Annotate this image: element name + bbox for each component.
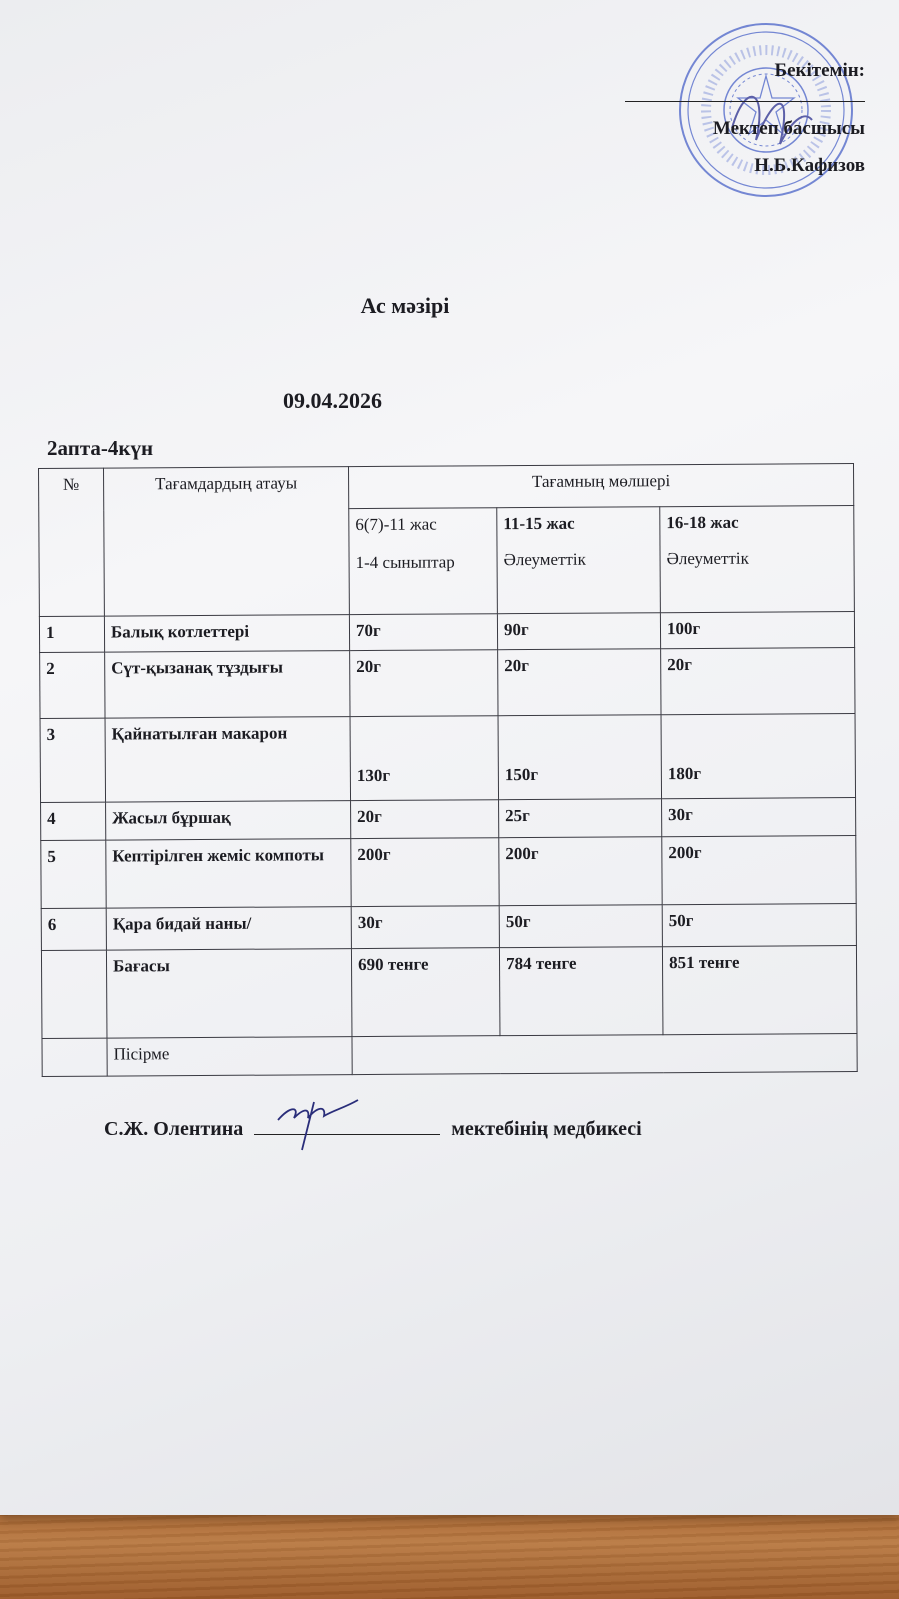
menu-date: 09.04.2026 [283, 388, 382, 413]
baking-number-cell [42, 1038, 107, 1076]
row-value-group3: 200г [662, 836, 856, 905]
row-value-group1: 20г [351, 800, 499, 839]
nurse-signature-block [104, 1118, 642, 1141]
group-note: 1-4 сыныптар [355, 552, 455, 573]
approval-heading: Бекітемін: [774, 60, 865, 81]
row-value-group2: 90г [497, 613, 660, 650]
row-value-group2: 25г [499, 799, 662, 838]
group-cell [497, 507, 661, 614]
row-number: 4 [41, 802, 106, 840]
row-value-group3: 30г [662, 798, 856, 837]
price-group3: 851 тенге [662, 946, 857, 1035]
row-dish: Жасыл бұршақ [106, 801, 351, 840]
signature-line [625, 101, 865, 102]
approval-name: Н.Б.Кафизов [754, 155, 865, 176]
header-amount: Тағамның мөлшері [348, 464, 853, 509]
nurse-signature-line [254, 1118, 440, 1135]
menu-table [38, 463, 858, 1077]
handwritten-signature-icon [274, 1092, 364, 1152]
row-value-group3: 100г [660, 612, 854, 649]
week-day-label: 2апта-4күн [47, 436, 154, 460]
row-number: 5 [41, 840, 106, 908]
group-age: 11-15 жас [503, 513, 575, 534]
row-number: 1 [39, 616, 104, 652]
row-value-group3: 50г [662, 904, 856, 947]
row-value-group3: 180г [661, 714, 856, 799]
row-dish: Сүт-қызанақ тұздығы [105, 651, 350, 718]
row-value-group1: 200г [351, 838, 499, 907]
row-dish: Кептірілген жеміс компоты [106, 839, 351, 908]
row-value-group2: 50г [499, 905, 662, 948]
row-value-group2: 150г [498, 715, 662, 800]
table-row [41, 836, 856, 909]
row-value-group1: 20г [350, 650, 498, 717]
nurse-name: С.Ж. Олентина [104, 1118, 244, 1140]
group-cell [349, 508, 498, 615]
row-value-group2: 20г [498, 649, 661, 716]
baking-label: Пісірме [107, 1037, 352, 1076]
row-dish: Қара бидай наны/ [106, 907, 351, 950]
nurse-role: мектебінің медбикесі [451, 1118, 642, 1140]
row-value-group1: 130г [350, 716, 499, 801]
group-note: Әлеуметтік [503, 549, 586, 570]
group-age: 16-18 жас [666, 512, 739, 533]
group-age: 6(7)-11 жас [355, 514, 437, 535]
document-title: Ас мәзірі [360, 293, 450, 318]
price-number-cell [41, 950, 107, 1038]
table-row [41, 904, 856, 951]
approval-position: Мектеп басшысы [712, 118, 865, 139]
table-row [40, 714, 855, 803]
group-cell [660, 506, 855, 613]
header-dish-name: Тағамдардың атауы [104, 467, 350, 616]
row-value-group1: 30г [351, 906, 499, 949]
price-label: Бағасы [106, 949, 352, 1038]
table-row [41, 798, 856, 841]
row-number: 2 [40, 652, 105, 718]
row-dish: Балық котлеттері [104, 615, 349, 652]
baking-row [42, 1034, 857, 1077]
header-row [39, 464, 854, 511]
row-number: 3 [40, 718, 106, 802]
price-group1: 690 тенге [351, 948, 500, 1037]
row-value-group2: 200г [499, 837, 662, 906]
header-number: № [39, 468, 105, 616]
table-row [39, 612, 854, 653]
price-row [41, 946, 857, 1039]
row-number: 6 [41, 908, 106, 950]
row-value-group3: 20г [661, 648, 855, 715]
row-dish: Қайнатылған макарон [105, 717, 351, 802]
baking-value [352, 1034, 857, 1075]
table-row [40, 648, 855, 719]
row-value-group1: 70г [349, 614, 497, 651]
group-note: Әлеуметтік [666, 548, 749, 569]
approval-block [625, 58, 865, 178]
price-group2: 784 тенге [499, 947, 663, 1036]
